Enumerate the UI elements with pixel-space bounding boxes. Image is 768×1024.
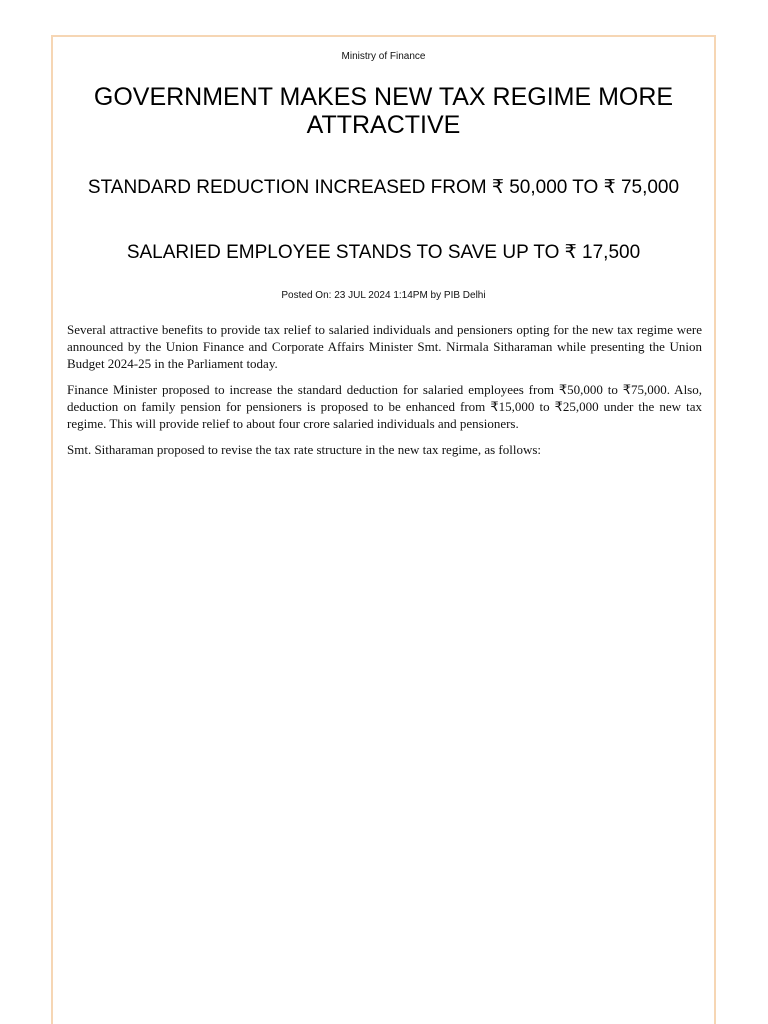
ministry-label: Ministry of Finance — [341, 51, 426, 62]
posted-date: Posted On: 23 JUL 2024 1:14PM by PIB Delhi — [281, 290, 486, 301]
subtitle-standard-deduction: STANDARD REDUCTION INCREASED FROM ₹ 50,000 TO ₹ 75,000 — [87, 177, 680, 198]
subtitle-savings: SALARIED EMPLOYEE STANDS TO SAVE UP TO ₹ 17,500 — [126, 242, 641, 263]
document-page — [51, 35, 716, 1024]
article-body — [67, 321, 702, 467]
paragraph: Finance Minister proposed to increase the standard deduction for salaried employees from ₹50,000 to ₹75,000. Also, deduction on family pension for pensioners is proposed to be enhanced from ₹15,000 to ₹25,000 under the new tax regime. This will provide relief to about four crore salaried individuals and pensioners. — [67, 382, 702, 431]
paragraph: Several attractive benefits to provide tax relief to salaried individuals and pensioners opting for the new tax regime were announced by the Union Finance and Corporate Affairs Minister Smt. Nirmala Sitharaman while presenting the Union Budget 2024-25 in the Parliament today. — [67, 322, 702, 371]
paragraph: Smt. Sitharaman proposed to revise the tax rate structure in the new tax regime, as follows: — [67, 442, 542, 457]
page-title: GOVERNMENT MAKES NEW TAX REGIME MORE ATTRACTIVE — [93, 83, 674, 139]
